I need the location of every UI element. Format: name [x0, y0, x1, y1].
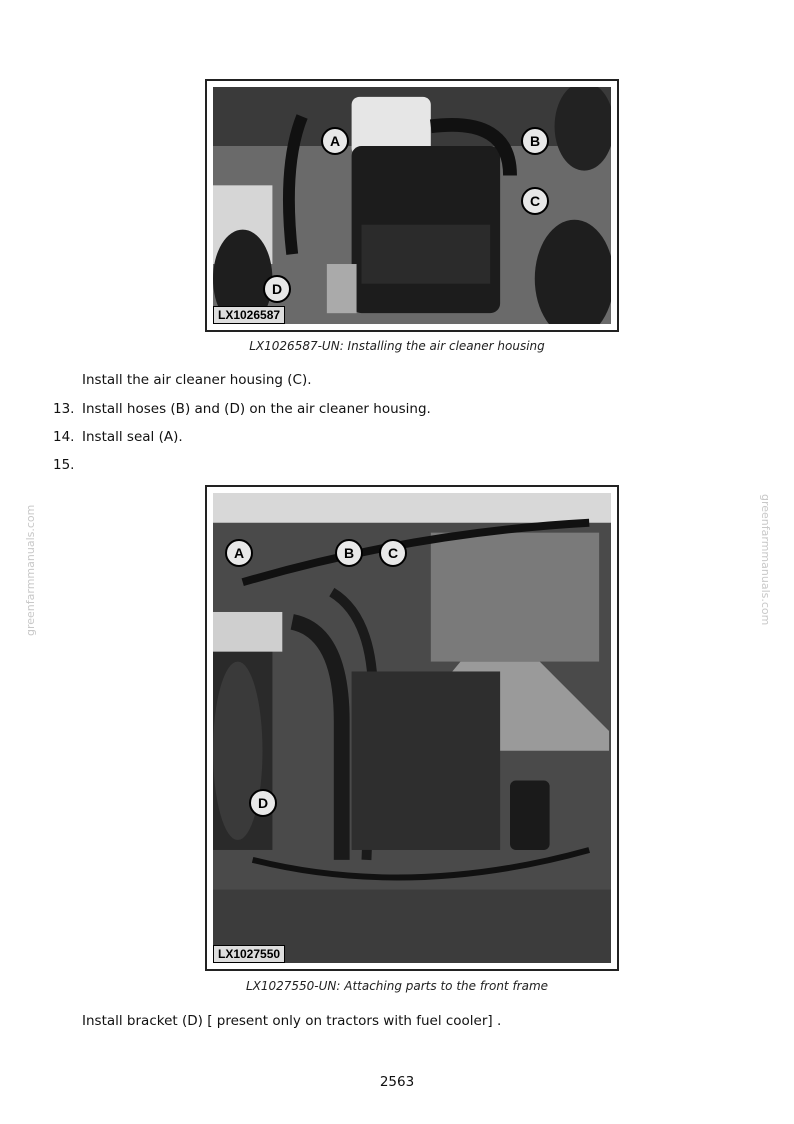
- step-text: Install seal (A).: [82, 429, 183, 445]
- callout-a: A: [225, 539, 253, 567]
- step-15: [53, 457, 753, 475]
- callout-d: D: [249, 789, 277, 817]
- callout-a: A: [321, 127, 349, 155]
- photo-front-frame: [213, 493, 611, 963]
- watermark-left: greenfarmmanuals.com: [24, 504, 37, 636]
- figure-caption: LX1027550-UN: Attaching parts to the front frame: [245, 979, 549, 993]
- figure-air-cleaner-housing: [205, 79, 619, 332]
- watermark-right: greenfarmmanuals.com: [759, 494, 772, 626]
- callout-d: D: [263, 275, 291, 303]
- callout-c: C: [379, 539, 407, 567]
- step-number: 13.: [53, 401, 75, 417]
- instruction-text: Install bracket (D) [ present only on tractors with fuel cooler] .: [82, 1013, 502, 1029]
- callout-b: B: [335, 539, 363, 567]
- step-14: [53, 429, 753, 447]
- figure-caption: LX1026587-UN: Installing the air cleaner housing: [249, 339, 545, 353]
- step-13: [53, 401, 753, 419]
- page-number: 2563: [379, 1074, 415, 1090]
- step-number: 15.: [53, 457, 75, 473]
- figure-front-frame: [205, 485, 619, 971]
- photo-air-cleaner-housing: [213, 87, 611, 324]
- instruction-text: Install the air cleaner housing (C).: [82, 372, 312, 388]
- callout-b: B: [521, 127, 549, 155]
- photo-label: LX1026587: [213, 306, 285, 324]
- callout-c: C: [521, 187, 549, 215]
- step-text: Install hoses (B) and (D) on the air cleaner housing.: [82, 401, 431, 417]
- photo-illustration: [213, 493, 611, 963]
- photo-label: LX1027550: [213, 945, 285, 963]
- step-number: 14.: [53, 429, 75, 445]
